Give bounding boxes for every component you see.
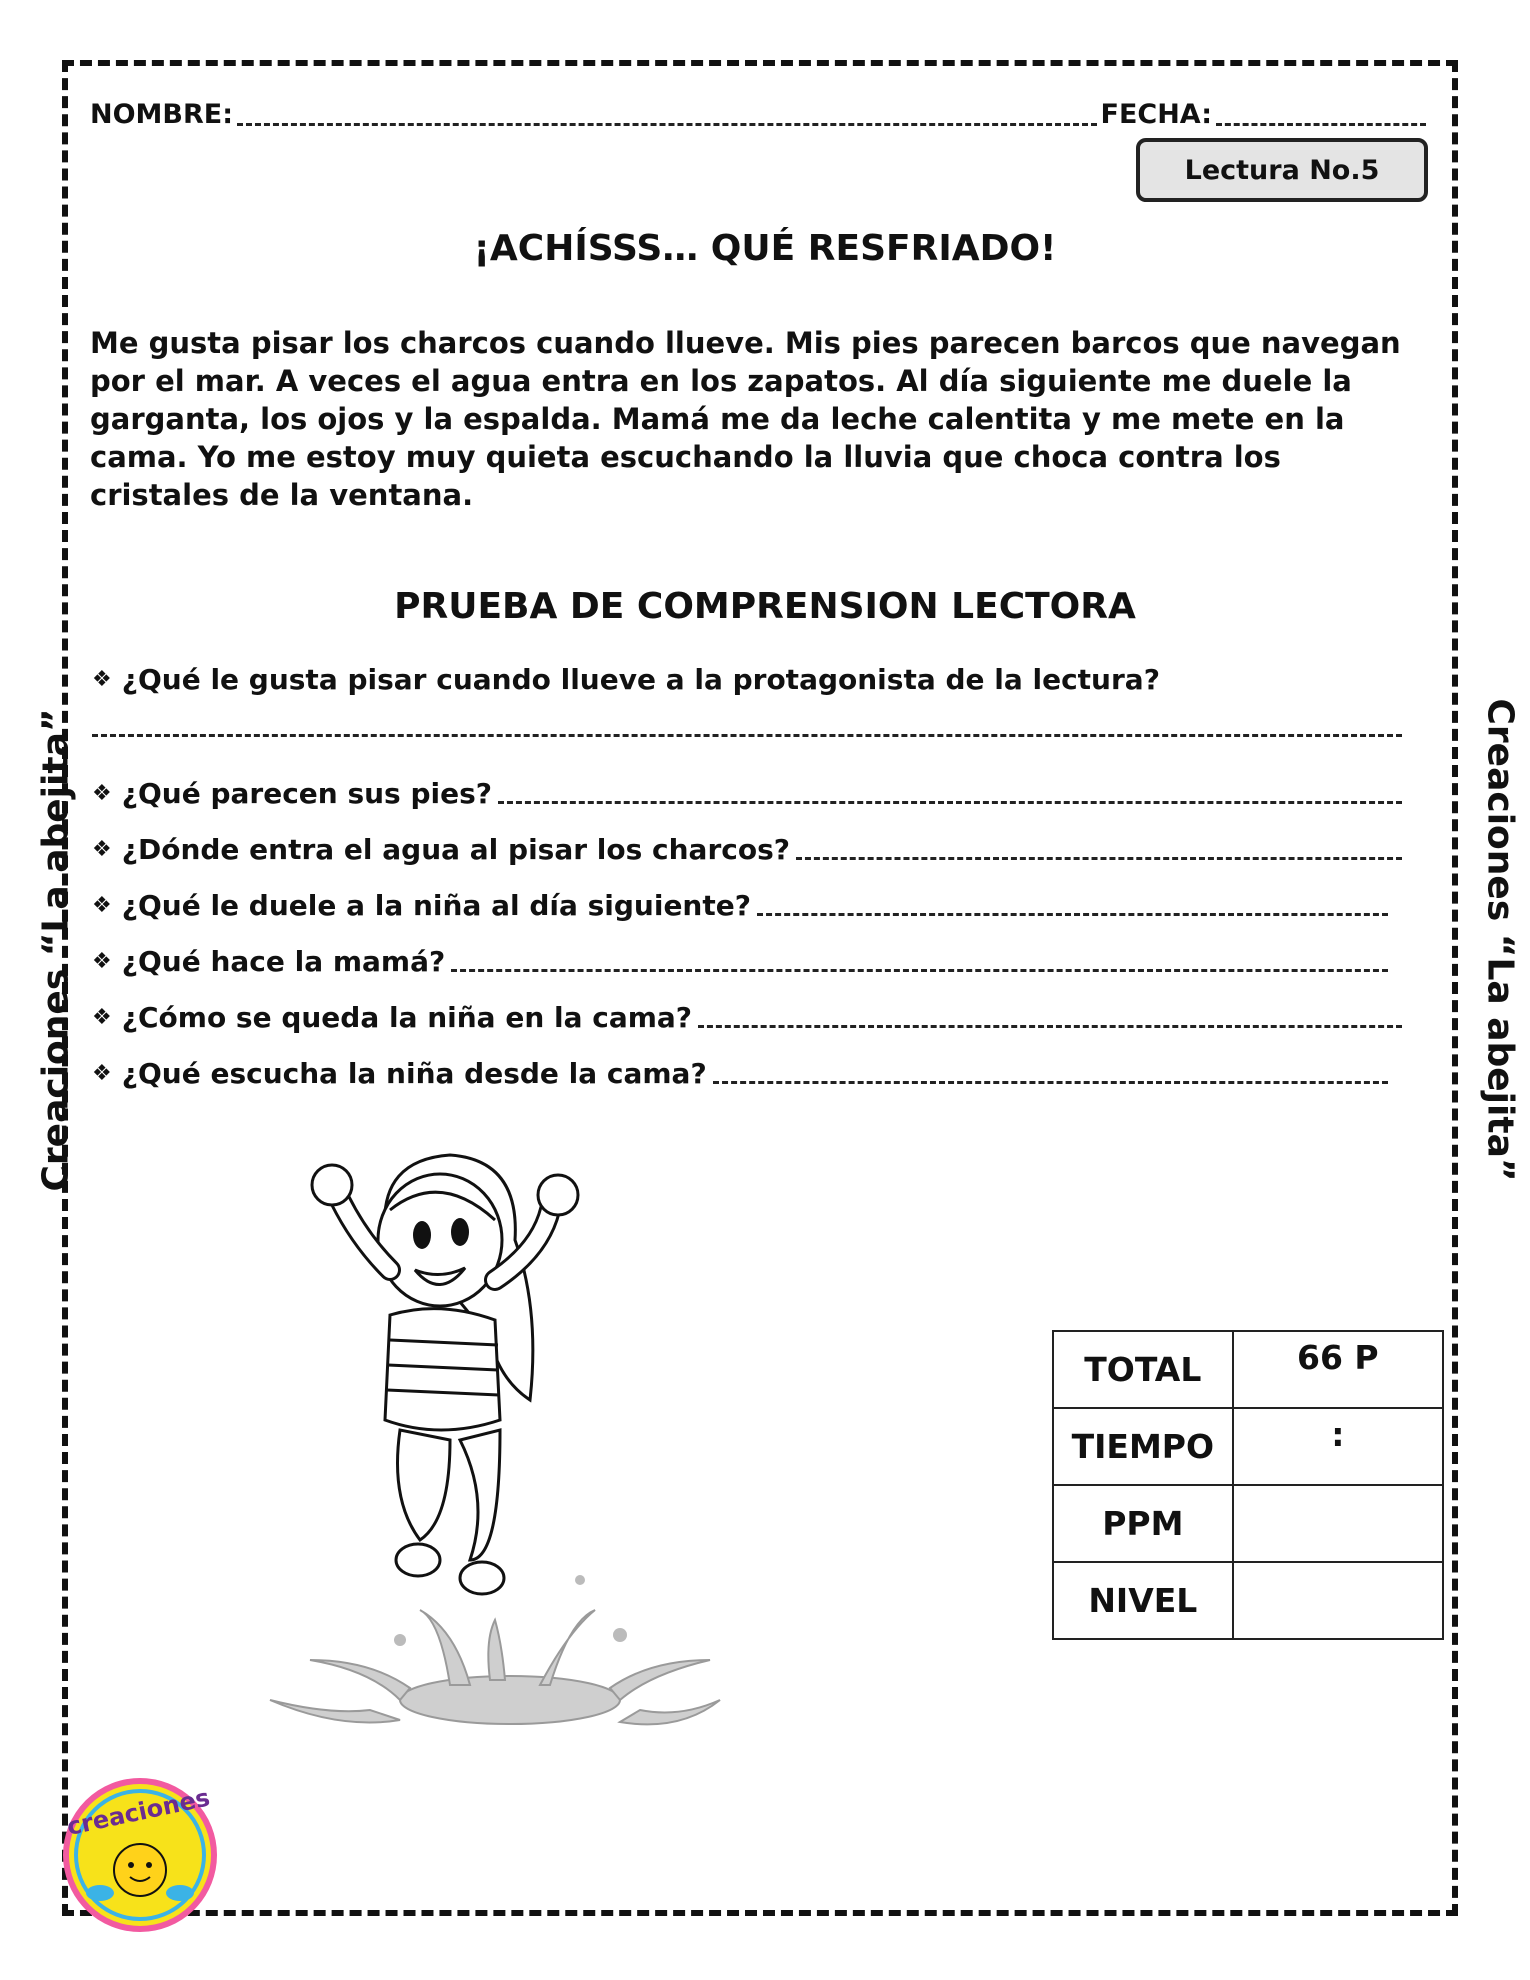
reading-number-badge: Lectura No.5 — [1136, 138, 1428, 202]
answer-line-2[interactable] — [498, 780, 1402, 804]
question-text: ¿Qué parecen sus pies? — [121, 777, 493, 810]
score-value[interactable] — [1233, 1562, 1443, 1639]
score-row-total — [1053, 1331, 1443, 1408]
question-text: ¿Qué le duele a la niña al día siguiente? — [121, 889, 751, 922]
answer-line-1[interactable] — [92, 734, 1402, 737]
side-credit-left: Creaciones “La abejita” — [35, 708, 77, 1192]
question-text: ¿Qué hace la mamá? — [121, 945, 446, 978]
score-label: PPM — [1053, 1485, 1233, 1562]
score-value[interactable]: : — [1233, 1408, 1443, 1485]
diamond-bullet-icon: ❖ — [92, 949, 112, 974]
diamond-bullet-icon: ❖ — [92, 1005, 112, 1030]
answer-line-7[interactable] — [713, 1060, 1388, 1084]
score-label: TIEMPO — [1053, 1408, 1233, 1485]
svg-text:creaciones: creaciones — [64, 1783, 213, 1841]
question-7 — [92, 1050, 1388, 1090]
score-value[interactable] — [1233, 1485, 1443, 1562]
answer-line-4[interactable] — [757, 892, 1388, 916]
question-5 — [92, 938, 1388, 978]
question-text: ¿Dónde entra el agua al pisar los charcos? — [121, 833, 791, 866]
creaciones-bee-logo — [60, 1775, 220, 1935]
diamond-bullet-icon: ❖ — [92, 837, 112, 862]
header-fields — [90, 90, 1430, 130]
score-label: TOTAL — [1053, 1331, 1233, 1408]
answer-line-5[interactable] — [451, 948, 1388, 972]
score-label: NIVEL — [1053, 1562, 1233, 1639]
story-title: ¡ACHÍSSS… QUÉ RESFRIADO! — [473, 228, 1057, 269]
question-text: ¿Qué escucha la niña desde la cama? — [121, 1057, 707, 1090]
question-text: ¿Cómo se queda la niña en la cama? — [121, 1001, 693, 1034]
side-credit-right: Creaciones “La abejita” — [1479, 698, 1521, 1182]
girl-jumping-puddle-illustration — [250, 1140, 730, 1760]
quiz-title: PRUEBA DE COMPRENSION LECTORA — [394, 586, 1136, 627]
diamond-bullet-icon: ❖ — [92, 667, 112, 692]
question-3 — [92, 826, 1402, 866]
diamond-bullet-icon: ❖ — [92, 1061, 112, 1086]
name-label: NOMBRE: — [90, 99, 234, 130]
question-1 — [92, 656, 1402, 696]
diamond-bullet-icon: ❖ — [92, 781, 112, 806]
score-row-level — [1053, 1562, 1443, 1639]
answer-line-6[interactable] — [698, 1004, 1402, 1028]
score-value: 66 P — [1233, 1331, 1443, 1408]
diamond-bullet-icon: ❖ — [92, 893, 112, 918]
date-field[interactable] — [1216, 98, 1426, 126]
date-label: FECHA: — [1100, 99, 1212, 130]
answer-line-3[interactable] — [796, 836, 1402, 860]
question-text: ¿Qué le gusta pisar cuando llueve a la protagonista de la lectura? — [121, 663, 1160, 696]
score-row-time — [1053, 1408, 1443, 1485]
question-4 — [92, 882, 1388, 922]
question-6 — [92, 994, 1402, 1034]
score-row-ppm — [1053, 1485, 1443, 1562]
name-field[interactable] — [237, 98, 1096, 126]
story-text: Me gusta pisar los charcos cuando llueve. Mis pies parecen barcos que navegan por el mar. A veces el agua entra en los zapatos. Al día siguiente me duele la garganta, los ojos y la espalda. Mamá me da leche calentita y me mete en la cama. Yo me estoy muy quieta escuchando la lluvia que choca contra los cristales de la ventana. — [90, 326, 1401, 512]
reading-score-table — [1052, 1330, 1444, 1640]
question-2 — [92, 770, 1402, 810]
